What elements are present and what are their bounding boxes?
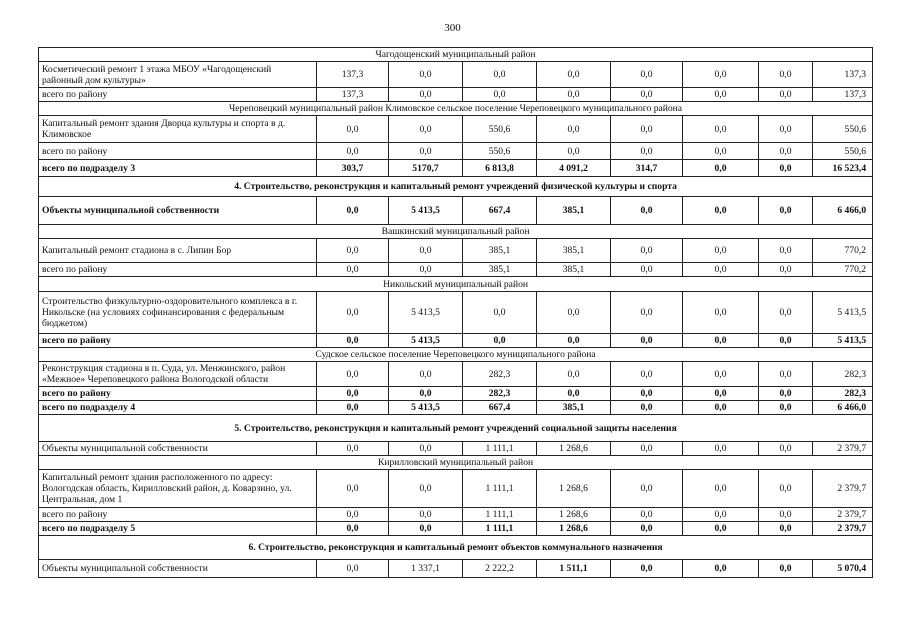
value-cell: 0,0 [389, 387, 463, 401]
section-header-row [39, 415, 873, 442]
value-cell: 2 222,2 [463, 560, 537, 578]
row-label: всего по подразделу 3 [39, 160, 317, 177]
value-cell: 0,0 [759, 160, 813, 177]
value-cell: 0,0 [537, 143, 611, 160]
value-cell: 385,1 [537, 197, 611, 225]
value-cell: 0,0 [759, 143, 813, 160]
value-cell: 0,0 [317, 116, 389, 143]
value-cell: 6 466,0 [813, 197, 873, 225]
value-cell: 385,1 [537, 239, 611, 263]
value-cell: 282,3 [813, 387, 873, 401]
value-cell: 2 379,7 [813, 522, 873, 536]
page-number: 300 [444, 22, 461, 34]
value-cell: 1 111,1 [463, 442, 537, 456]
value-cell: 0,0 [683, 143, 759, 160]
value-cell: 0,0 [317, 508, 389, 522]
value-cell: 0,0 [683, 401, 759, 415]
table-row [39, 239, 873, 263]
table-row [39, 88, 873, 102]
row-label: всего по району [39, 143, 317, 160]
value-cell: 0,0 [317, 387, 389, 401]
value-cell: 6 466,0 [813, 401, 873, 415]
value-cell: 1 111,1 [463, 470, 537, 508]
value-cell: 1 268,6 [537, 522, 611, 536]
value-cell: 0,0 [683, 239, 759, 263]
value-cell: 0,0 [389, 522, 463, 536]
value-cell: 0,0 [683, 160, 759, 177]
value-cell: 0,0 [759, 197, 813, 225]
row-label: Строительство физкультурно-оздоровительного комплекса в г. Никольске (на условиях софинансирования с федеральным бюджетом) [39, 292, 317, 334]
value-cell: 0,0 [317, 334, 389, 348]
value-cell: 0,0 [611, 387, 683, 401]
value-cell: 0,0 [683, 263, 759, 277]
value-cell: 0,0 [537, 362, 611, 387]
value-cell: 0,0 [759, 334, 813, 348]
value-cell: 0,0 [683, 88, 759, 102]
value-cell: 5 413,5 [389, 401, 463, 415]
district-header-row [39, 48, 873, 62]
value-cell: 0,0 [683, 197, 759, 225]
row-label: Капитальный ремонт здания Дворца культуры и спорта в д. Климовское [39, 116, 317, 143]
value-cell: 0,0 [389, 442, 463, 456]
district-header-row [39, 456, 873, 470]
value-cell: 385,1 [463, 239, 537, 263]
value-cell: 0,0 [759, 522, 813, 536]
district-header-row [39, 102, 873, 116]
table-row [39, 470, 873, 508]
value-cell: 0,0 [683, 560, 759, 578]
value-cell: 550,6 [463, 143, 537, 160]
value-cell: 0,0 [389, 62, 463, 88]
value-cell: 0,0 [759, 560, 813, 578]
value-cell: 0,0 [463, 88, 537, 102]
row-label: Объекты муниципальной собственности [39, 197, 317, 225]
value-cell: 0,0 [389, 470, 463, 508]
table-row [39, 442, 873, 456]
value-cell: 0,0 [317, 442, 389, 456]
value-cell: 0,0 [611, 442, 683, 456]
value-cell: 770,2 [813, 263, 873, 277]
value-cell: 0,0 [317, 560, 389, 578]
value-cell: 0,0 [611, 362, 683, 387]
value-cell: 0,0 [683, 292, 759, 334]
value-cell: 314,7 [611, 160, 683, 177]
value-cell: 1 511,1 [537, 560, 611, 578]
value-cell: 4 091,2 [537, 160, 611, 177]
table-row [39, 263, 873, 277]
row-label: Капитальный ремонт стадиона в с. Липин Бор [39, 239, 317, 263]
table-row [39, 334, 873, 348]
value-cell: 0,0 [683, 362, 759, 387]
value-cell: 385,1 [537, 401, 611, 415]
row-label: Объекты муниципальной собственности [39, 560, 317, 578]
value-cell: 5 413,5 [389, 334, 463, 348]
value-cell: 0,0 [317, 239, 389, 263]
value-cell: 550,6 [813, 116, 873, 143]
value-cell: 0,0 [759, 442, 813, 456]
value-cell: 5 413,5 [389, 197, 463, 225]
value-cell: 0,0 [683, 116, 759, 143]
value-cell: 0,0 [317, 401, 389, 415]
value-cell: 0,0 [759, 62, 813, 88]
table-row [39, 160, 873, 177]
value-cell: 0,0 [611, 263, 683, 277]
value-cell: 1 111,1 [463, 522, 537, 536]
value-cell: 282,3 [813, 362, 873, 387]
value-cell: 0,0 [537, 334, 611, 348]
value-cell: 0,0 [611, 62, 683, 88]
value-cell: 0,0 [537, 88, 611, 102]
value-cell: 1 337,1 [389, 560, 463, 578]
value-cell: 16 523,4 [813, 160, 873, 177]
row-label: Капитальный ремонт здания расположенного по адресу: Вологодская область, Кирилловский район, д. Коварзино, ул. Центральная, дом 1 [39, 470, 317, 508]
district-header: Судское сельское поселение Череповецкого муниципального района [39, 348, 873, 362]
value-cell: 0,0 [317, 263, 389, 277]
table-row [39, 143, 873, 160]
table-row [39, 116, 873, 143]
section-title: 4. Строительство, реконструкция и капитальный ремонт учреждений физической культуры и спорта [39, 177, 873, 197]
value-cell: 0,0 [683, 522, 759, 536]
value-cell: 550,6 [813, 143, 873, 160]
value-cell: 0,0 [317, 362, 389, 387]
table-row [39, 401, 873, 415]
value-cell: 2 379,7 [813, 470, 873, 508]
value-cell: 0,0 [317, 470, 389, 508]
value-cell: 0,0 [537, 116, 611, 143]
value-cell: 0,0 [611, 470, 683, 508]
row-label: всего по району [39, 387, 317, 401]
table-row [39, 292, 873, 334]
value-cell: 282,3 [463, 362, 537, 387]
district-header: Кирилловский муниципальный район [39, 456, 873, 470]
value-cell: 137,3 [813, 62, 873, 88]
value-cell: 0,0 [389, 239, 463, 263]
section-title: 6. Строительство, реконструкция и капитальный ремонт объектов коммунального назначения [39, 536, 873, 560]
value-cell: 0,0 [759, 508, 813, 522]
budget-table [38, 47, 873, 578]
value-cell: 0,0 [537, 387, 611, 401]
value-cell: 0,0 [611, 401, 683, 415]
value-cell: 0,0 [463, 292, 537, 334]
value-cell: 0,0 [611, 522, 683, 536]
row-label: Объекты муниципальной собственности [39, 442, 317, 456]
value-cell: 0,0 [759, 387, 813, 401]
table-row [39, 522, 873, 536]
value-cell: 0,0 [683, 62, 759, 88]
value-cell: 1 111,1 [463, 508, 537, 522]
value-cell: 0,0 [389, 362, 463, 387]
value-cell: 0,0 [317, 522, 389, 536]
value-cell: 0,0 [759, 362, 813, 387]
value-cell: 0,0 [611, 292, 683, 334]
row-label: всего по району [39, 334, 317, 348]
row-label: всего по району [39, 508, 317, 522]
value-cell: 0,0 [611, 197, 683, 225]
value-cell: 1 268,6 [537, 442, 611, 456]
value-cell: 0,0 [611, 116, 683, 143]
value-cell: 0,0 [759, 292, 813, 334]
row-label: Косметический ремонт 1 этажа МБОУ «Чагодощенский районный дом культуры» [39, 62, 317, 88]
value-cell: 5170,7 [389, 160, 463, 177]
value-cell: 0,0 [389, 263, 463, 277]
value-cell: 667,4 [463, 401, 537, 415]
table-row [39, 62, 873, 88]
district-header-row [39, 277, 873, 292]
value-cell: 0,0 [389, 88, 463, 102]
value-cell: 0,0 [389, 116, 463, 143]
value-cell: 0,0 [389, 143, 463, 160]
district-header: Череповецкий муниципальный район Климовское сельское поселение Череповецкого муниципального района [39, 102, 873, 116]
value-cell: 667,4 [463, 197, 537, 225]
row-label: Реконструкция стадиона в п. Суда, ул. Менжинского, район «Межное» Череповецкого района Вологодской области [39, 362, 317, 387]
value-cell: 2 379,7 [813, 508, 873, 522]
value-cell: 0,0 [683, 387, 759, 401]
section-title: 5. Строительство, реконструкция и капитальный ремонт учреждений социальной защиты населения [39, 415, 873, 442]
value-cell: 0,0 [759, 88, 813, 102]
value-cell: 0,0 [537, 62, 611, 88]
row-label: всего по району [39, 88, 317, 102]
row-label: всего по подразделу 5 [39, 522, 317, 536]
value-cell: 0,0 [611, 239, 683, 263]
value-cell: 0,0 [759, 263, 813, 277]
value-cell: 137,3 [317, 88, 389, 102]
value-cell: 0,0 [683, 470, 759, 508]
value-cell: 0,0 [611, 560, 683, 578]
value-cell: 2 379,7 [813, 442, 873, 456]
value-cell: 5 413,5 [389, 292, 463, 334]
value-cell: 1 268,6 [537, 508, 611, 522]
value-cell: 5 413,5 [813, 334, 873, 348]
row-label: всего по подразделу 4 [39, 401, 317, 415]
table-body [39, 48, 873, 578]
value-cell: 6 813,8 [463, 160, 537, 177]
value-cell: 1 268,6 [537, 470, 611, 508]
section-header-row [39, 177, 873, 197]
value-cell: 0,0 [759, 470, 813, 508]
row-label: всего по району [39, 263, 317, 277]
value-cell: 0,0 [317, 197, 389, 225]
table-row [39, 362, 873, 387]
value-cell: 137,3 [813, 88, 873, 102]
value-cell: 0,0 [759, 401, 813, 415]
value-cell: 282,3 [463, 387, 537, 401]
table-row [39, 508, 873, 522]
value-cell: 0,0 [611, 508, 683, 522]
value-cell: 0,0 [463, 334, 537, 348]
value-cell: 770,2 [813, 239, 873, 263]
value-cell: 0,0 [317, 143, 389, 160]
value-cell: 0,0 [759, 239, 813, 263]
value-cell: 0,0 [463, 62, 537, 88]
value-cell: 550,6 [463, 116, 537, 143]
value-cell: 303,7 [317, 160, 389, 177]
value-cell: 0,0 [389, 508, 463, 522]
value-cell: 0,0 [683, 334, 759, 348]
value-cell: 0,0 [611, 88, 683, 102]
value-cell: 0,0 [317, 292, 389, 334]
district-header: Вашкинский муниципальный район [39, 225, 873, 239]
value-cell: 385,1 [537, 263, 611, 277]
value-cell: 5 413,5 [813, 292, 873, 334]
value-cell: 0,0 [611, 334, 683, 348]
value-cell: 0,0 [683, 508, 759, 522]
value-cell: 137,3 [317, 62, 389, 88]
district-header-row [39, 348, 873, 362]
table-row [39, 387, 873, 401]
district-header-row [39, 225, 873, 239]
district-header: Чагодощенский муниципальный район [39, 48, 873, 62]
table-row [39, 197, 873, 225]
value-cell: 0,0 [683, 442, 759, 456]
value-cell: 0,0 [759, 116, 813, 143]
table-row [39, 560, 873, 578]
value-cell: 385,1 [463, 263, 537, 277]
district-header: Никольский муниципальный район [39, 277, 873, 292]
value-cell: 0,0 [611, 143, 683, 160]
value-cell: 0,0 [537, 292, 611, 334]
value-cell: 5 070,4 [813, 560, 873, 578]
section-header-row [39, 536, 873, 560]
